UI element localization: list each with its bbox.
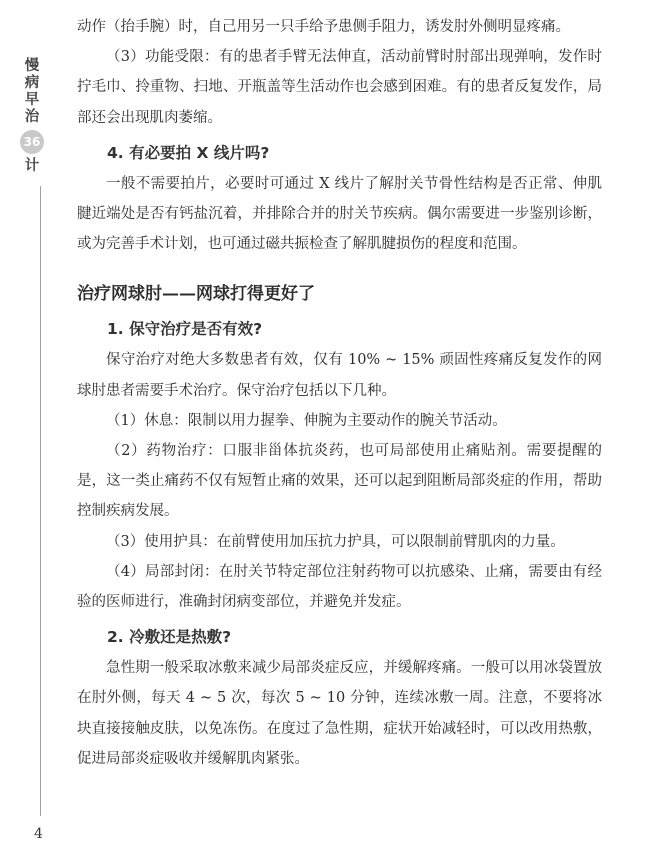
section-heading: 4. 有必要拍 X 线片吗?: [107, 143, 270, 162]
chapter-heading: 治疗网球肘——网球打得更好了: [77, 284, 315, 305]
paragraph: （3）功能受限：有的患者手臂无法伸直，活动前臂时肘部出现弹响，发作时拧毛巾、拎重物、扫地、开瓶盖等生活动作也会感到困难。有的患者反复发作，局部还会出现肌肉萎缩。: [77, 49, 602, 126]
section-heading: 2. 冷敷还是热敷?: [107, 628, 232, 647]
page-number: 4: [34, 826, 43, 842]
paragraph: 急性期一般采取冰敷来减少局部炎症反应，并缓解疼痛。一般可以用冰袋置放在肘外侧，每天 4 ~ 5 次，每次 5 ~ 10 分钟，连续冰敷一周。注意，不要将冰块直接接触皮肤，以免冻伤。在度过了急性期，症状开始减轻时，可以改用热敷，促进局部炎症吸收并缓解肌肉紧张。: [77, 660, 602, 767]
page-body: [77, 12, 602, 774]
paragraph: 动作（抬手腕）时，自己用另一只手给予患侧手阻力，诱发肘外侧明显疼痛。: [77, 19, 570, 35]
paragraph: 保守治疗对绝大多数患者有效，仅有 10% ~ 15% 顽固性疼痛反复发作的网球肘患者需要手术治疗。保守治疗包括以下几种。: [77, 352, 602, 399]
side-divider-line: [40, 186, 41, 816]
side-label-char: 病: [24, 75, 40, 91]
paragraph: （1）休息：限制以用力握拳、伸腕为主要动作的腕关节活动。: [106, 412, 507, 429]
side-label-char: 计: [24, 158, 40, 174]
side-number-badge: 36: [20, 130, 44, 154]
side-label-char: 慢: [24, 58, 40, 74]
section-heading: 1. 保守治疗是否有效?: [107, 320, 263, 339]
side-label-char: 治: [24, 109, 40, 125]
paragraph: （4）局部封闭：在肘关节特定部位注射药物可以抗感染、止痛，需要由有经验的医师进行，准确封闭病变部位，并避免并发症。: [77, 563, 602, 611]
side-running-head: [18, 58, 46, 175]
paragraph: （2）药物治疗：口服非甾体抗炎药，也可局部使用止痛贴剂。需要提醒的是，这一类止痛药不仅有短暂止痛的效果，还可以起到阻断局部炎症的作用，帮助控制疾病发展。: [77, 443, 602, 520]
side-label-char: 早: [24, 92, 40, 108]
paragraph: 一般不需要拍片，必要时可通过 X 线片了解肘关节骨性结构是否正常、伸肌腱近端处是否有钙盐沉着，并排除合并的肘关节疾病。偶尔需要进一步鉴别诊断，或为完善手术计划，也可通过磁共振检查了解肌腱损伤的程度和范围。: [77, 175, 602, 253]
paragraph: （3）使用护具：在前臂使用加压抗力护具，可以限制前臂肌肉的力量。: [106, 533, 565, 550]
